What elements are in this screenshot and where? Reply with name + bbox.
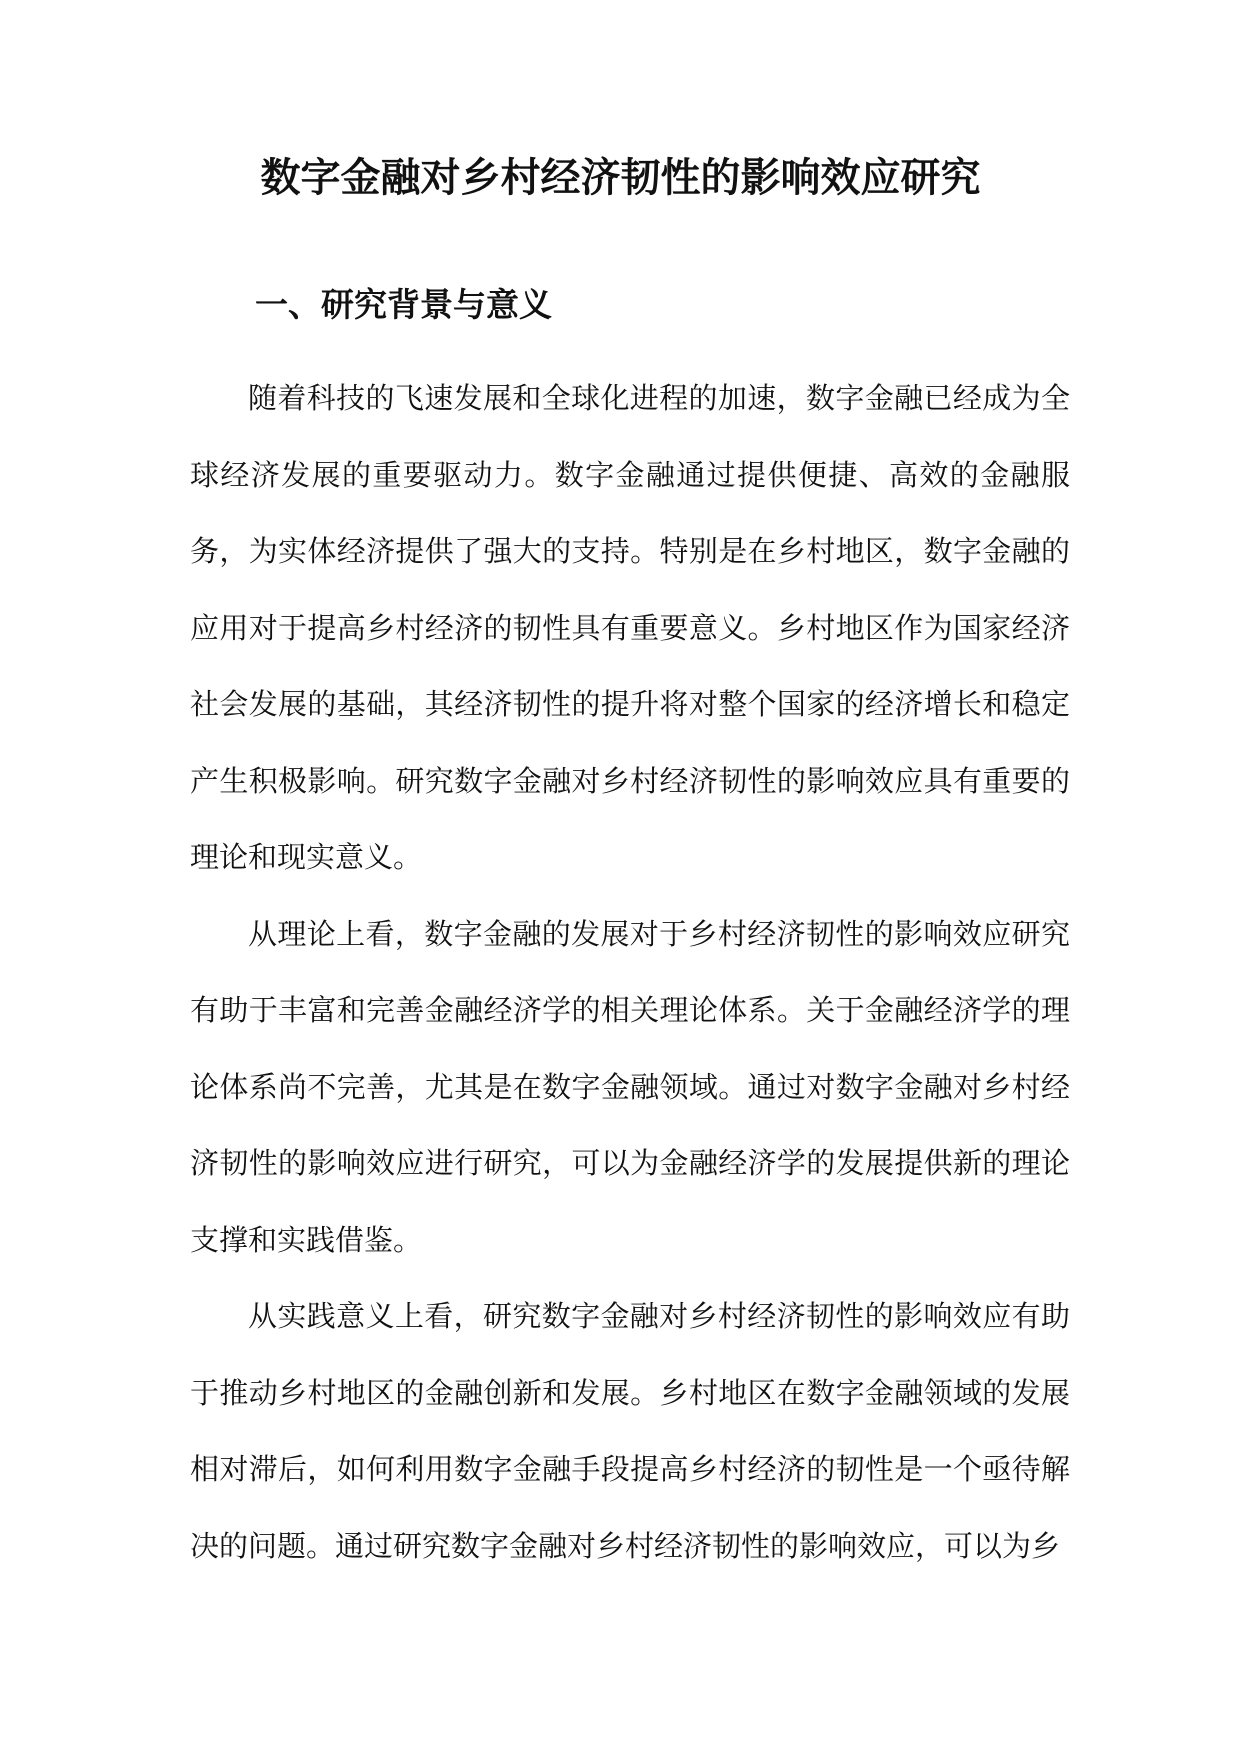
document-title: 数字金融对乡村经济韧性的影响效应研究 xyxy=(260,154,981,201)
body-text xyxy=(190,360,1070,1584)
section-heading: 一、研究背景与意义 xyxy=(255,285,552,324)
paragraph-theoretical-significance: 从理论上看，数字金融的发展对于乡村经济韧性的影响效应研究有助于丰富和完善金融经济学的相关理论体系。关于金融经济学的理论体系尚不完善，尤其是在数字金融领域。通过对数字金融对乡村经济韧性的影响效应进行研究，可以为金融经济学的发展提供新的理论支撑和实践借鉴。 xyxy=(190,916,1070,1257)
paragraph-background: 随着科技的飞速发展和全球化进程的加速，数字金融已经成为全球经济发展的重要驱动力。数字金融通过提供便捷、高效的金融服务，为实体经济提供了强大的支持。特别是在乡村地区，数字金融的应用对于提高乡村经济的韧性具有重要意义。乡村地区作为国家经济社会发展的基础，其经济韧性的提升将对整个国家的经济增长和稳定产生积极影响。研究数字金融对乡村经济韧性的影响效应具有重要的理论和现实意义。 xyxy=(190,381,1070,874)
paragraph-practical-significance: 从实践意义上看，研究数字金融对乡村经济韧性的影响效应有助于推动乡村地区的金融创新和发展。乡村地区在数字金融领域的发展相对滞后，如何利用数字金融手段提高乡村经济的韧性是一个亟待解决的问题。通过研究数字金融对乡村经济韧性的影响效应，可以为乡 xyxy=(190,1299,1070,1563)
